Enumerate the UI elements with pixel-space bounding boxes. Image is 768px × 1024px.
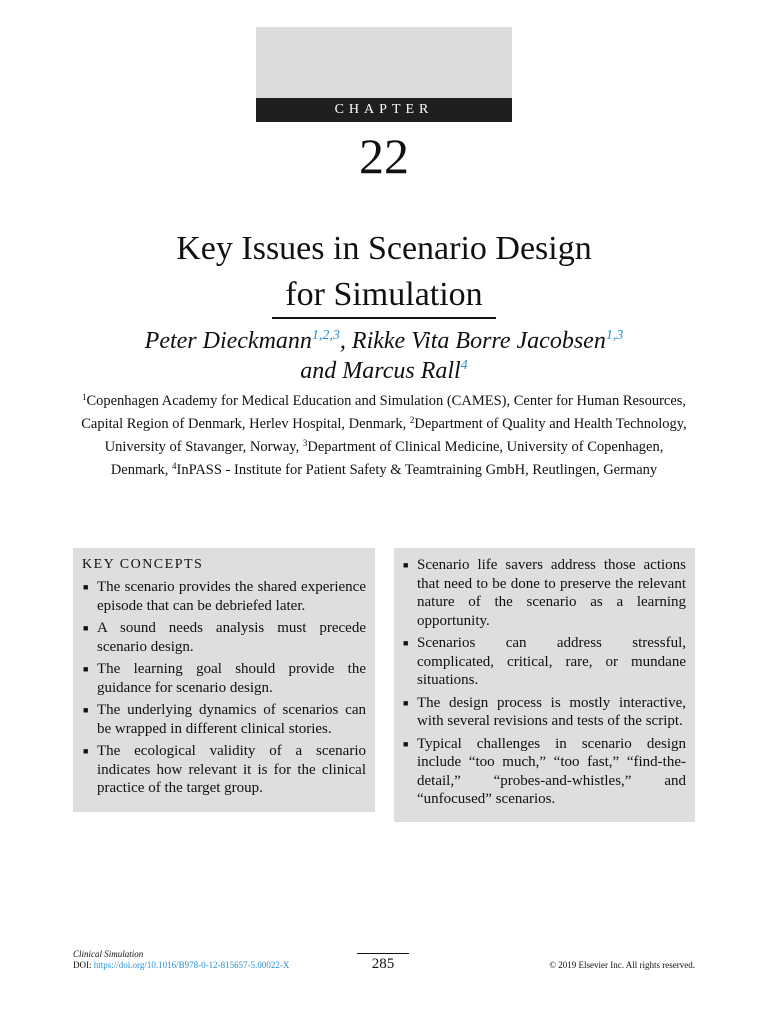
authors-line-2 [84,356,684,386]
affiliations [78,390,690,482]
bullet-icon: ■ [83,623,89,633]
chapter-banner [256,27,512,122]
page-number: 285 [371,956,395,972]
list-item-text: A sound needs analysis must precede scenario design. [97,620,366,655]
list-item [402,735,686,809]
key-concepts-list-right [402,556,686,809]
author-affiliation-marker: 1,3 [605,328,624,343]
chapter-number: 22 [359,128,409,184]
page-number-divider [357,953,409,954]
doi-line [73,960,289,971]
copyright-notice: © 2019 Elsevier Inc. All rights reserved. [549,960,695,970]
affiliation-text: Department of Clinical Medicine, University of Copenhagen, Denmark, [110,439,664,478]
author-name: Rikke Vita Borre Jacobsen [351,328,606,354]
author-list [84,326,684,386]
list-item [82,660,366,697]
list-item-text: The ecological validity of a scenario indicates how relevant it is for the clinical practice of the target group. [97,743,366,796]
title-line-2: for Simulation [285,276,483,313]
list-item-text: The scenario provides the shared experience episode that can be debriefed later. [97,579,366,614]
key-concepts-box-right [394,548,695,822]
key-concepts-box-left [73,548,375,812]
list-item-text: The underlying dynamics of scenarios can be wrapped in different clinical stories. [97,702,366,737]
list-item [402,694,686,731]
affiliation-marker: 4 [172,461,177,471]
bullet-icon: ■ [403,697,409,708]
affiliation-text: Copenhagen Academy for Medical Education and Simulation (CAMES), Center for Human Resources, Capital Region of Denmark, Herlev Hospital, Denmark, [81,393,687,432]
list-item [82,742,366,798]
affiliation-marker: 2 [409,415,415,425]
author-affiliation-marker: 1,2,3 [311,328,340,343]
key-concepts-list-left [82,578,366,798]
bullet-icon: ■ [403,560,409,570]
author-separator: , [339,328,352,354]
list-item-text: The learning goal should provide the guidance for scenario design. [97,661,366,696]
list-item-text: The design process is mostly interactive, with several revisions and tests of the script. [417,694,686,729]
author-conjunction: and [300,358,343,384]
bullet-icon: ■ [83,664,89,674]
affiliation-marker: 3 [302,438,308,448]
author-name: Marcus Rall [342,358,461,384]
doi-link[interactable]: https://doi.org/10.1016/B978-0-12-815657-5.00022-X [93,960,290,970]
list-item [82,578,366,615]
author-affiliation-marker: 4 [460,358,468,373]
bullet-icon: ■ [83,582,89,592]
key-concepts-heading: KEY CONCEPTS [82,557,204,572]
author-name: Peter Dieckmann [144,328,312,354]
bullet-icon: ■ [403,638,409,648]
list-item [402,634,686,690]
list-item [82,701,366,738]
chapter-title [84,226,684,318]
bullet-icon: ■ [403,738,409,749]
title-line-1: Key Issues in Scenario Design [176,230,592,267]
affiliation-marker: 1 [81,392,87,402]
journal-title: Clinical Simulation [73,949,144,959]
affiliation-text: InPASS - Institute for Patient Safety & Teamtraining GmbH, Reutlingen, Germany [176,462,658,478]
list-item [82,619,366,656]
bullet-icon: ■ [83,746,89,756]
chapter-label: CHAPTER [256,98,512,122]
authors-line-1 [84,326,684,356]
title-divider [272,317,496,319]
list-item-text: Scenario life savers address those actions that need to be done to preserve the relevant nature of the scenario as a learning opportunity. [417,557,686,629]
list-item-text: Typical challenges in scenario design include “too much,” “too fast,” “find-the-detail,” “probes-and-whistles,” and “unfocused” scenarios. [417,735,686,807]
list-item [402,556,686,630]
affiliation-text: Department of Quality and Health Technology, University of Stavanger, Norway, [104,416,687,455]
doi-label: DOI: [73,960,94,970]
list-item-text: Scenarios can address stressful, complicated, critical, rare, or mundane situations. [417,635,686,688]
bullet-icon: ■ [83,705,89,715]
